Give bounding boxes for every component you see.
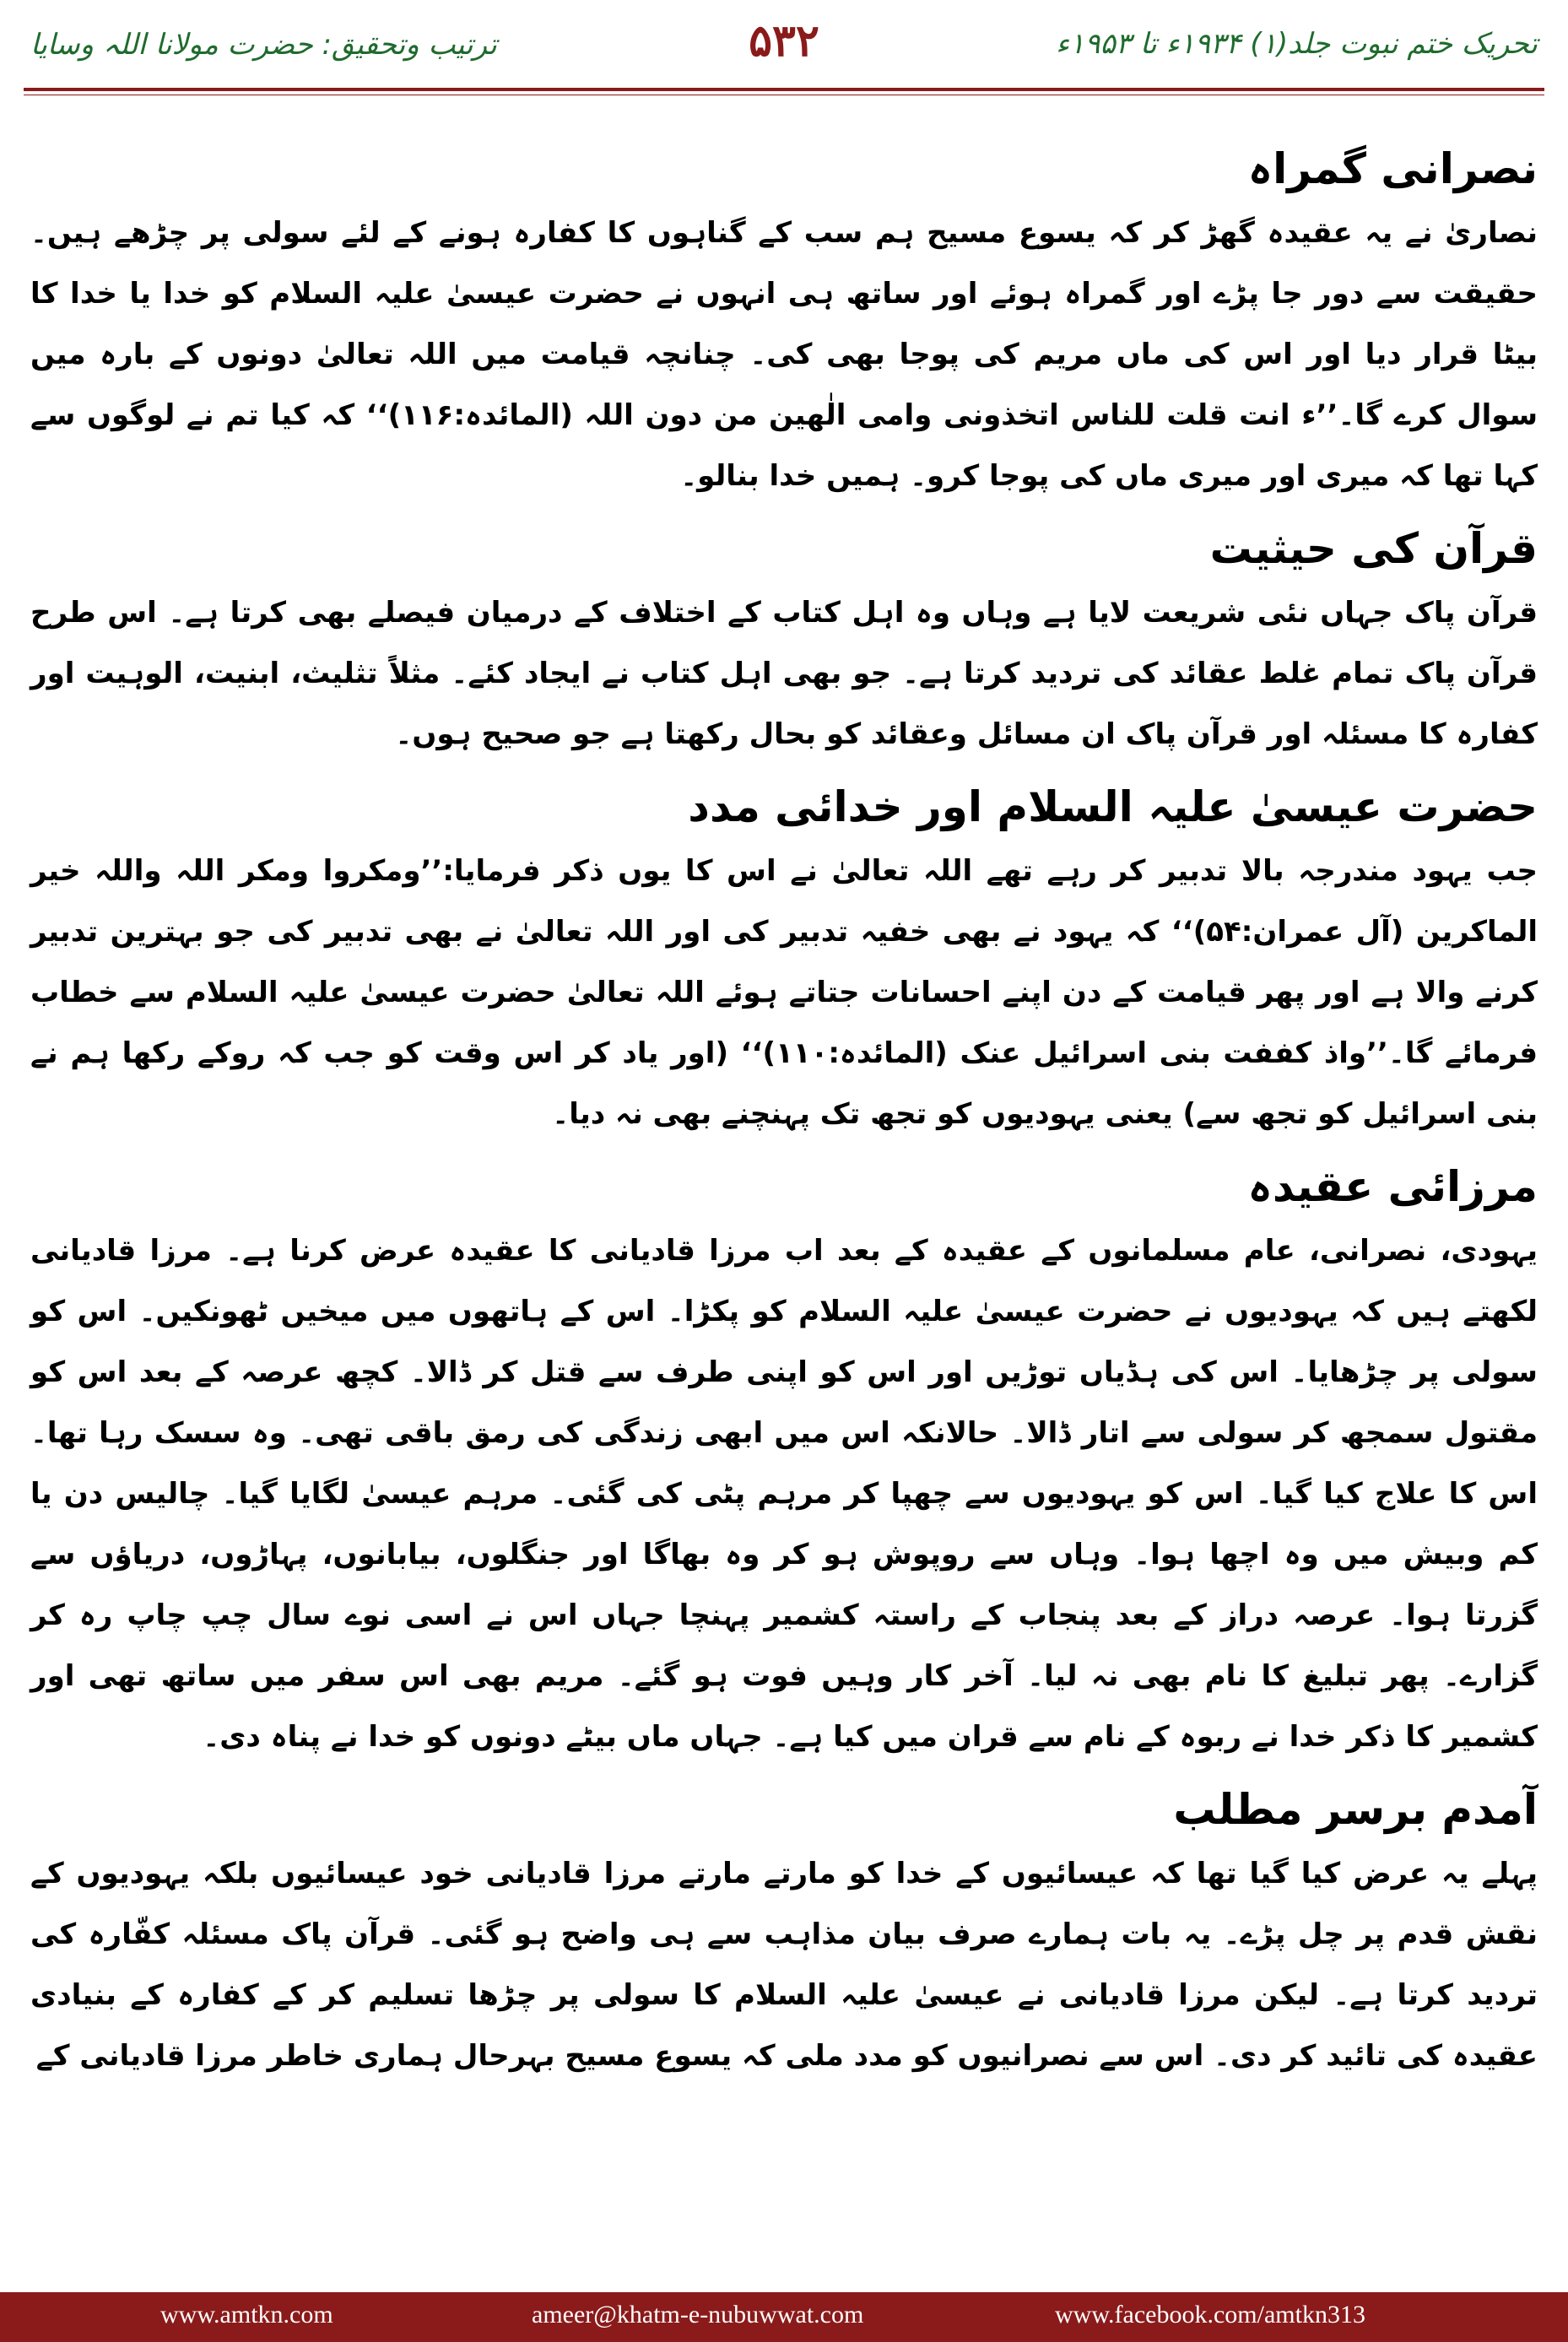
section-paragraph: پہلے یہ عرض کیا گیا تھا کہ عیسائیوں کے خدا کو مارتے مارتے مرزا قادیانی خود عیسائیوں بلکہ یہودیوں کے نقش قدم پر چل پڑے۔ یہ بات ہمارے صرف بیان مذاہب سے ہی واضح ہو گئی۔ قرآن پاک مسئلہ کفّارہ کی تردید کرتا ہے۔ لیکن مرزا قادیانی نے عیسیٰ علیہ السلام کا سولی پر چڑھا تسلیم کر کے کفارہ کے بنیادی عقیدہ کی تائید کر دی۔ اس سے نصرانیوں کو مدد ملی کہ یسوع مسیح بہرحال ہماری خاطر مرزا قادیانی کے [30,1857,1538,2073]
page-number: ۵۳۲ [749,15,819,67]
section-paragraph: جب یہود مندرجہ بالا تدبیر کر رہے تھے اللہ تعالیٰ نے اس کا یوں ذکر فرمایا:’’ومکروا ومکر اللہ واللہ خیر الماکرین (آل عمران:۵۴)‘‘ کہ یہود نے بھی خفیہ تدبیر کی اور اللہ تعالیٰ نے بھی تدبیر کی جو بہترین تدبیر کرنے والا ہے اور پھر قیامت کے دن اپنے احسانات جتاتے ہوئے اللہ تعالیٰ حضرت عیسیٰ علیہ السلام سے خطاب فرمائے گا۔’’واذ کففت بنی اسرائیل عنک (المائدہ:۱۱۰)‘‘ (اور یاد کر اس وقت کو جب کہ روکے رکھا ہم نے بنی اسرائیل کو تجھ سے) یعنی یہودیوں کو تجھ تک پہنچنے بھی نہ دیا۔ [30,854,1538,1131]
section-khudai-madad [30,773,1538,1144]
section-heading: نصرانی گمراہ [1247,144,1538,193]
website-link[interactable]: www.amtkn.com [160,2301,333,2328]
section-mirzai-aqeeda [30,1153,1538,1767]
section-heading: حضرت عیسیٰ علیہ السلام اور خدائی مدد [688,782,1538,831]
section-paragraph: نصاریٰ نے یہ عقیدہ گھڑ کر کہ یسوع مسیح ہم سب کے گناہوں کا کفارہ ہونے کے لئے سولی پر چڑھے ہیں۔ حقیقت سے دور جا پڑے اور گمراہ ہوئے اور ساتھ ہی انہوں نے حضرت عیسیٰ علیہ السلام کو خدا یا خدا کا بیٹا قرار دیا اور اس کی ماں مریم کی پوجا بھی کی۔ چنانچہ قیامت میں اللہ تعالیٰ دونوں کے بارہ میں سوال کرے گا۔’’ء انت قلت للناس اتخذونی وامی الٰھین من دون اللہ (المائدہ:۱۱۶)‘‘ کہ کیا تم نے لوگوں سے کہا تھا کہ میری اور میری ماں کی پوجا کرو۔ ہمیں خدا بنالو۔ [30,216,1538,493]
section-nasrani-gumrah [30,135,1538,506]
section-quran-ki-haisiyat [30,515,1538,765]
email-link[interactable]: ameer@khatm-e-nubuwwat.com [532,2301,864,2328]
page-header [0,0,1568,108]
page-footer [0,2292,1568,2342]
facebook-link[interactable]: www.facebook.com/amtkn313 [1055,2301,1365,2328]
section-heading: قرآن کی حیثیت [1209,524,1538,573]
page-body [30,135,1538,2095]
section-amadam-bar-sar-e-matlab [30,1776,1538,2086]
section-paragraph: یہودی، نصرانی، عام مسلمانوں کے عقیدہ کے بعد اب مرزا قادیانی کا عقیدہ عرض کرنا ہے۔ مرزا قادیانی لکھتے ہیں کہ یہودیوں نے حضرت عیسیٰ علیہ السلام کو پکڑا۔ اس کے ہاتھوں میں میخیں ٹھونکیں۔ اس کو سولی پر چڑھایا۔ اس کی ہڈیاں توڑیں اور اس کو اپنی طرف سے قتل کر ڈالا۔ کچھ عرصہ کے بعد اس کو مقتول سمجھ کر سولی سے اتار ڈالا۔ حالانکہ اس میں ابھی زندگی کی رمق باقی تھی۔ وہ سسک رہا تھا۔ اس کا علاج کیا گیا۔ اس کو یہودیوں سے چھپا کر مرہم پٹی کی گئی۔ مرہم عیسیٰ لگایا گیا۔ چالیس دن یا کم وبیش میں وہ اچھا ہوا۔ وہاں سے روپوش ہو کر وہ بھاگا اور جنگلوں، بیابانوں، پہاڑوں، دریاؤں سے گزرتا ہوا۔ عرصہ دراز کے بعد پنجاب کے راستہ کشمیر پہنچا جہاں اس نے اسی نوے سال چپ چاپ رہ کر گزارے۔ پھر تبلیغ کا نام بھی نہ لیا۔ آخر کار وہیں فوت ہو گئے۔ مریم بھی اس سفر میں ساتھ تھی اور کشمیر کا ذکر خدا نے ربوہ کے نام سے قران میں کیا ہے۔ جہاں ماں بیٹے دونوں کو خدا نے پناہ دی۔ [30,1234,1538,1754]
book-title: تحریک ختم نبوت جلد(۱) ۱۹۳۴ء تا ۱۹۵۳ء [1056,27,1538,61]
compiler-credit: ترتیب وتحقیق: حضرت مولانا اللہ وسایا [30,28,497,62]
section-heading: آمدم برسر مطلب [1173,1785,1538,1834]
section-paragraph: قرآن پاک جہاں نئی شریعت لایا ہے وہاں وہ اہل کتاب کے اختلاف کے درمیان فیصلے بھی کرتا ہے۔ اس طرح قرآن پاک تمام غلط عقائد کی تردید کرتا ہے۔ جو بھی اہل کتاب نے ایجاد کئے۔ مثلاً تثلیث، ابنیت، الوہیت اور کفارہ کا مسئلہ اور قرآن پاک ان مسائل وعقائد کو بحال رکھتا ہے جو صحیح ہوں۔ [30,596,1538,751]
header-divider [24,88,1544,91]
section-heading: مرزائی عقیدہ [1247,1162,1538,1211]
